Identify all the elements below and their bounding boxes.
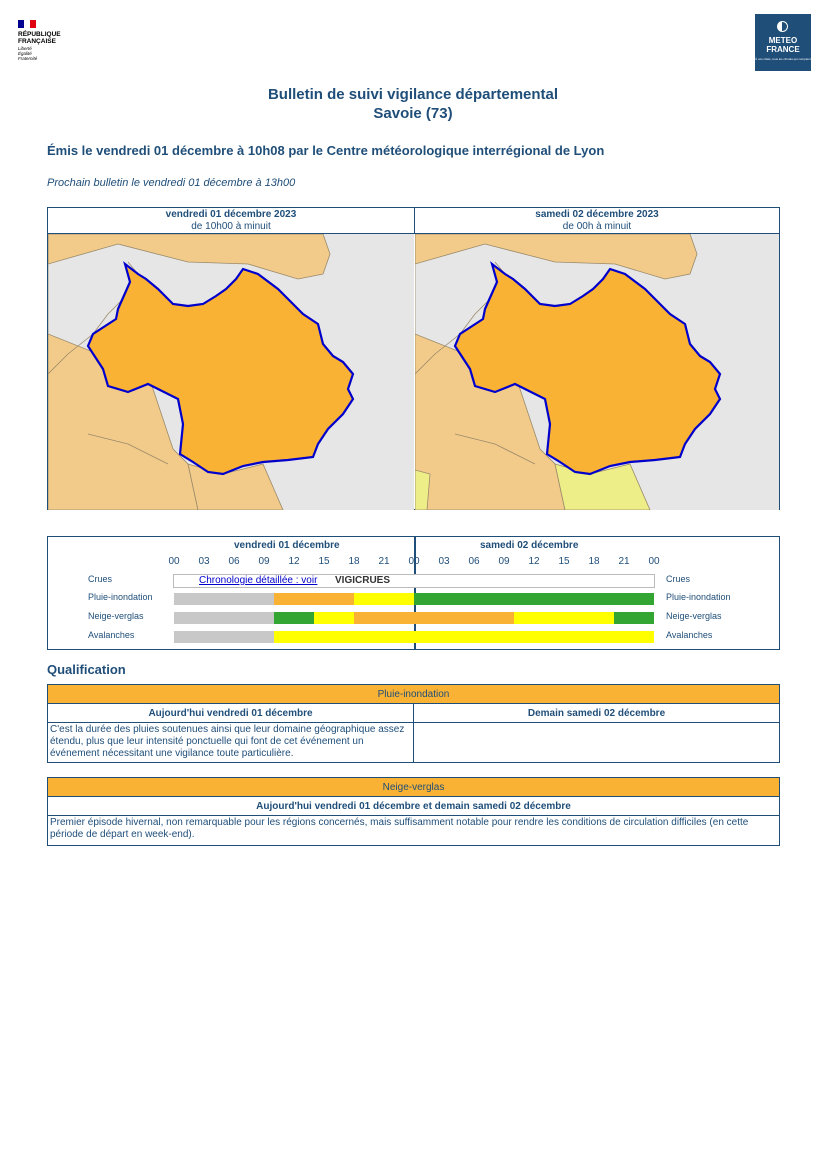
label-neige: Neige-verglas (88, 611, 144, 621)
pluie-today-text: C'est la durée des pluies soutenues ainsi que leur domaine géographique assez étendu, plus que leur intensité ponctuelle qui font de cet événement un événement nécessitant une vigilance toute particulière. (48, 723, 414, 763)
timeline-segment-grey (174, 593, 274, 605)
timeline-segment-yellow (354, 593, 414, 605)
page-subtitle: Savoie (73) (373, 105, 453, 122)
map-date-day2: samedi 02 décembre 2023 (535, 209, 659, 220)
label-crues-right: Crues (666, 574, 691, 584)
timeline-segment-orange (354, 612, 514, 624)
timeline-segment-yellow (274, 631, 654, 643)
map-period-day1: de 10h00 à minuit (191, 221, 271, 232)
pluie-tomorrow-text (414, 723, 780, 763)
timeline-segment-grey (174, 612, 274, 624)
map-date-day1: vendredi 01 décembre 2023 (165, 209, 297, 220)
tick-label: 00 (168, 556, 180, 567)
label-avalanches-right: Avalanches (666, 630, 713, 640)
label-pluie: Pluie-inondation (88, 592, 153, 602)
timeline-segment-yellow (314, 612, 354, 624)
next-bulletin: Prochain bulletin le vendredi 01 décembre à 13h00 (47, 177, 296, 189)
vigicrues-logo[interactable]: VIGICRUES (335, 575, 391, 586)
tick-label: 21 (618, 556, 630, 567)
motto-fraternite: Fraternité (18, 56, 38, 61)
label-crues: Crues (88, 574, 113, 584)
tick-label: 03 (438, 556, 450, 567)
vigilance-maps (47, 207, 780, 510)
timeline-segment-green (414, 593, 654, 605)
tick-label: 00 (408, 556, 420, 567)
tick-label: 06 (228, 556, 240, 567)
crues-row (173, 574, 655, 588)
motto-liberte: Liberté (18, 46, 32, 51)
tick-label: 06 (468, 556, 480, 567)
rf-line1: RÉPUBLIQUE (18, 31, 61, 38)
map-header-day1 (48, 208, 415, 234)
timeline-segment-orange (274, 593, 354, 605)
qualification-title: Qualification (47, 662, 126, 677)
neige-period: Aujourd'hui vendredi 01 décembre et demain samedi 02 décembre (48, 797, 780, 816)
meteo-france-icon (777, 21, 788, 32)
label-pluie-right: Pluie-inondation (666, 592, 731, 602)
meteo-logo-line2: FRANCE (766, 45, 800, 54)
tick-label: 18 (348, 556, 360, 567)
map-header-day2 (415, 208, 779, 234)
meteo-logo-line1: METEO (768, 36, 798, 45)
neige-text: Premier épisode hivernal, non remarquable pour les régions concernés, mais suffisamment notable pour rendre les conditions de circulation difficiles (en cette période de départ en week-end). (48, 816, 780, 846)
qualification-neige-table (47, 777, 780, 846)
pluie-header: Pluie-inondation (48, 685, 780, 704)
timeline-segment-green (614, 612, 654, 624)
motto-egalite: Égalité (18, 51, 32, 56)
page-title: Bulletin de suivi vigilance départemental (267, 86, 559, 103)
rf-line2: FRANÇAISE (18, 38, 56, 45)
pluie-tomorrow-label: Demain samedi 02 décembre (414, 704, 780, 723)
crues-chronology-link[interactable]: Chronologie détaillée : voir (199, 575, 318, 586)
tick-label: 09 (498, 556, 510, 567)
neige-header: Neige-verglas (48, 778, 780, 797)
tick-label: 18 (588, 556, 600, 567)
timeline-segment-yellow (514, 612, 614, 624)
french-flag-icon (18, 20, 36, 28)
emission-info: Émis le vendredi 01 décembre à 10h08 par le Centre météorologique interrégional de Lyon (47, 143, 605, 158)
timeline-segment-green (274, 612, 314, 624)
qualification-pluie-table (47, 684, 780, 763)
meteo-tagline: À vos côtés, tous les climats qui comptent (755, 57, 811, 61)
label-neige-right: Neige-verglas (666, 611, 722, 621)
tick-label: 21 (378, 556, 390, 567)
timeline-segment-grey (174, 631, 274, 643)
pluie-today-label: Aujourd'hui vendredi 01 décembre (48, 704, 414, 723)
vigilance-chronology (47, 536, 780, 650)
tick-label: 15 (318, 556, 330, 567)
chrono-day2: samedi 02 décembre (480, 540, 579, 551)
tick-label: 12 (528, 556, 540, 567)
tick-label: 15 (558, 556, 570, 567)
republique-francaise-logo (18, 20, 78, 61)
tick-label: 09 (258, 556, 270, 567)
tick-label: 12 (288, 556, 300, 567)
map-day2[interactable] (415, 234, 779, 510)
meteo-france-logo (755, 14, 811, 71)
map-period-day2: de 00h à minuit (562, 221, 632, 232)
tick-label: 03 (198, 556, 210, 567)
label-avalanches: Avalanches (88, 630, 135, 640)
chrono-day1: vendredi 01 décembre (234, 540, 340, 551)
tick-label: 00 (648, 556, 660, 567)
map-day1[interactable] (48, 234, 414, 510)
